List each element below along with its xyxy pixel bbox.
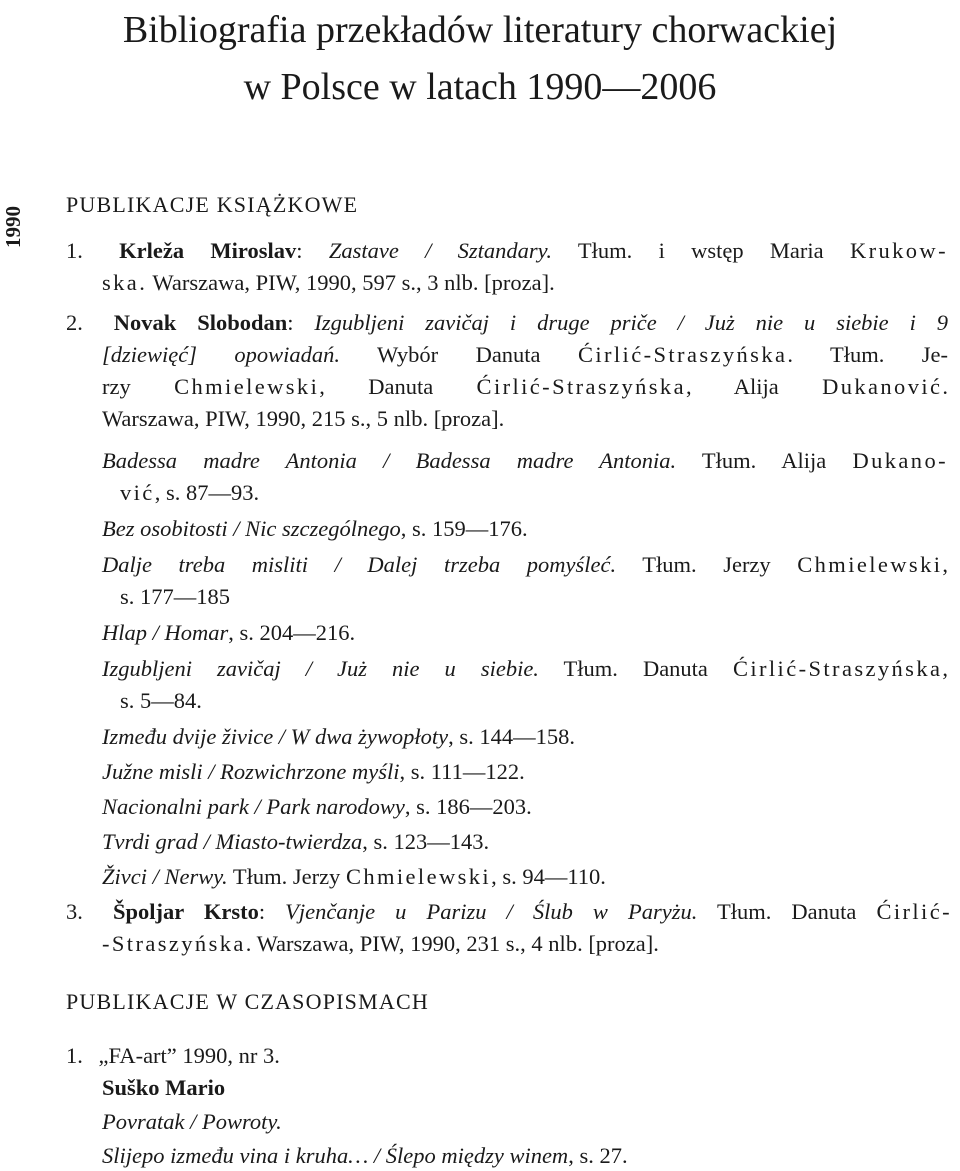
entry-publication: Warszawa, PIW, 1990, 597 s., 3 nlb. [proza]. (147, 270, 555, 295)
entry-title: Zastave / Sztandary. (328, 238, 553, 263)
title-line-2: w Polsce w latach 1990—2006 (243, 66, 717, 108)
story-6: Između dvije živice / W dwa żywopłoty, s. 144—158. (102, 724, 576, 749)
story-4: Hlap / Homar, s. 204—216. (102, 620, 356, 645)
translator-name: Krukow- (849, 238, 948, 263)
periodical-1-work-1: Povratak / Powroty. (102, 1109, 282, 1134)
periodical-1-source: 1. „FA-art” 1990, nr 3. (66, 1043, 280, 1068)
story-8: Nacionalni park / Park narodowy, s. 186—203. (102, 794, 532, 819)
story-9: Tvrdi grad / Miasto-twierdza, s. 123—143. (102, 829, 490, 854)
story-1-line-1: Badessa madre Antonia / Badessa madre Antonia. Tłum. Alija Dukano- (102, 448, 948, 473)
entry-1-line-2: ska. Warszawa, PIW, 1990, 597 s., 3 nlb. [proza]. (102, 270, 555, 295)
entry-2-line-2: [dziewięć] opowiadań. Wybór Danuta Ćirlić-Straszyńska. Tłum. Je- (102, 342, 949, 367)
story-2: Bez osobitosti / Nic szczególnego, s. 159—176. (102, 516, 528, 541)
periodical-1-author: Suško Mario (102, 1075, 226, 1100)
entry-1-line-1: 1. Krleža Miroslav: Zastave / Sztandary. Tłum. i wstęp Maria Krukow- (66, 238, 948, 263)
entry-author: Novak Slobodan (113, 310, 288, 335)
story-7: Južne misli / Rozwichrzone myśli, s. 111—122. (102, 759, 525, 784)
entry-title: Vjenčanje u Parizu / Ślub w Paryżu. (285, 899, 698, 924)
entry-2-line-3: rzy Chmielewski, Danuta Ćirlić-Straszyńska, Alija Dukanović. (102, 374, 949, 399)
entry-number: 1. (66, 238, 83, 263)
page-title (0, 2, 960, 116)
entry-2-line-1: 2. Novak Slobodan: Izgubljeni zavičaj i druge priče / Już nie u siebie i 9 (66, 310, 948, 335)
story-5-line-2: s. 5—84. (120, 688, 202, 713)
section-heading-books: PUBLIKACJE KSIĄŻKOWE (66, 192, 359, 217)
story-5-line-1: Izgubljeni zavičaj / Już nie u siebie. Tłum. Danuta Ćirlić-Straszyńska, (102, 656, 948, 681)
entry-author: Krleža Miroslav (119, 238, 297, 263)
year-marker: 1990 (1, 206, 25, 248)
entry-author: Špoljar Krsto (112, 899, 259, 924)
entry-2-publication: Warszawa, PIW, 1990, 215 s., 5 nlb. [proza]. (102, 406, 505, 431)
entry-title: Izgubljeni zavičaj i druge priče / Już nie u siebie i 9 (314, 310, 948, 335)
story-3-line-1: Dalje treba misliti / Dalej trzeba pomyśleć. Tłum. Jerzy Chmielewski, (102, 552, 948, 577)
entry-3-line-1: 3. Špoljar Krsto: Vjenčanje u Parizu / Ślub w Paryżu. Tłum. Danuta Ćirlić- (66, 899, 952, 924)
story-1-line-2: vić, s. 87—93. (120, 480, 260, 505)
section-heading-periodicals: PUBLIKACJE W CZASOPISMACH (66, 989, 429, 1014)
periodical-1-work-2: Slijepo između vina i kruha… / Ślepo między winem, s. 27. (102, 1143, 628, 1168)
entry-3-line-2: -Straszyńska. Warszawa, PIW, 1990, 231 s., 4 nlb. [proza]. (102, 931, 659, 956)
story-10: Živci / Nerwy. Tłum. Jerzy Chmielewski, s. 94—110. (102, 864, 606, 889)
story-3-line-2: s. 177—185 (120, 584, 231, 609)
title-line-1: Bibliografia przekładów literatury chorwackiej (122, 9, 838, 51)
